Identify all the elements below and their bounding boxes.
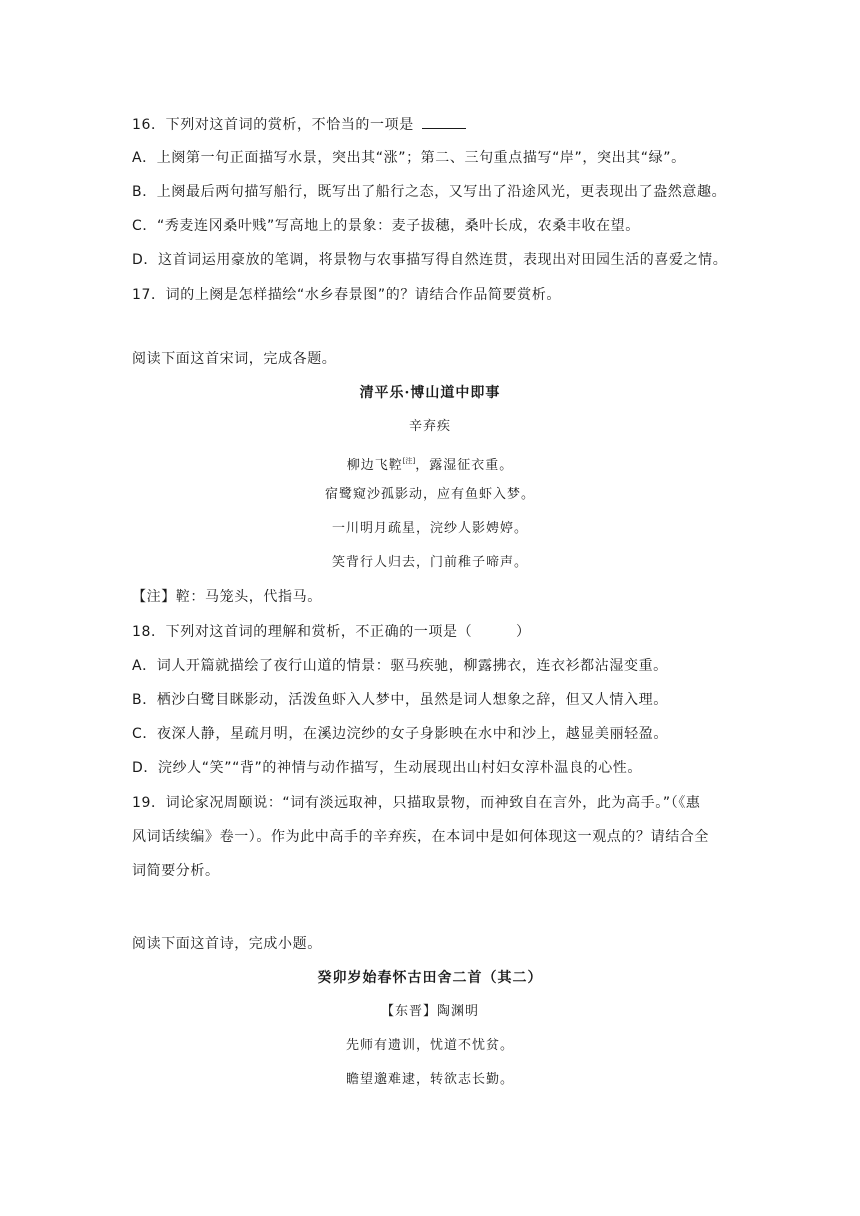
- section-3-intro: 阅读下面这首诗，完成小题。: [132, 936, 322, 952]
- question-19-line-1: 19．词论家况周颐说：“词有淡远取神，只描取景物，而神致自在言外，此为高手。”（《惠: [132, 795, 701, 811]
- poem-2-line-1: [132, 451, 728, 476]
- question-18-option-c: C．夜深人静，星疏月明，在溪边浣纱的女子身影映在水中和沙上，越显美丽轻盈。: [132, 726, 668, 742]
- poem-2-author: 辛弃疾: [408, 419, 451, 434]
- question-17-stem: 17．词的上阕是怎样描绘“水乡春景图”的？请结合作品简要赏析。: [132, 287, 561, 303]
- question-19-line-3: 词简要分析。: [132, 863, 220, 879]
- poem-2-line-1-start: 柳边飞鞚: [346, 458, 403, 473]
- question-18-option-d: D．浣纱人“笑”“背”的神情与动作描写，生动展现出山村妇女淳朴温良的心性。: [132, 760, 642, 776]
- question-16-option-a: A．上阕第一句正面描写水景，突出其“涨”；第二、三句重点描写“岸”，突出其“绿”。: [132, 150, 686, 166]
- poem-2-line-3: 一川明月疏星，浣纱人影娉婷。: [331, 521, 528, 536]
- poem-2-note: 【注】鞚：马笼头，代指马。: [132, 589, 322, 605]
- question-18-stem: 18．下列对这首词的理解和赏析，不正确的一项是（ ）: [132, 624, 531, 640]
- section-2-intro: 阅读下面这首宋词，完成各题。: [132, 351, 337, 367]
- question-18-option-b: B．栖沙白鹭目眯影动，活泼鱼虾入人梦中，虽然是词人想象之辞，但又人情入理。: [132, 692, 668, 708]
- question-16-option-d: D．这首词运用豪放的笔调，将景物与农事描写得自然连贯，表现出对田园生活的喜爱之情。: [132, 252, 728, 268]
- poem-3-line-1: 先师有遗训，忧道不忧贫。: [345, 1038, 514, 1053]
- answer-blank: [422, 114, 466, 129]
- poem-2-line-1-end: ，露湿征衣重。: [415, 458, 514, 473]
- question-19-line-2: 风词话续编》卷一）。作为此中高手的辛弃疾，在本词中是如何体现这一观点的？请结合全: [132, 829, 709, 845]
- question-16-option-b: B．上阕最后两句描写船行，既写出了船行之态，又写出了沿途风光，更表现出了盎然意趣。: [132, 184, 727, 200]
- poem-2-title: 清平乐·博山道中即事: [359, 385, 501, 401]
- question-18-option-a: A．词人开篇就描绘了夜行山道的情景：驱马疾驰，柳露拂衣，连衣衫都沾湿变重。: [132, 658, 668, 674]
- question-16-text: 16．下列对这首词的赏析，不恰当的一项是: [132, 117, 414, 133]
- poem-3-title: 癸卯岁始春怀古田舍二首（其二）: [317, 970, 543, 986]
- poem-3-author: 【东晋】陶渊明: [380, 1004, 479, 1019]
- footnote-marker: [注]: [402, 457, 416, 465]
- poem-2-line-2: 宿鹭窥沙孤影动，应有鱼虾入梦。: [324, 487, 535, 502]
- poem-3-line-2: 瞻望邈难逮，转欲志长勤。: [345, 1072, 514, 1087]
- question-16-option-c: C．“秀麦连冈桑叶贱”写高地上的景象：麦子拔穗，桑叶长成，农桑丰收在望。: [132, 218, 640, 234]
- question-16-stem: [132, 114, 466, 135]
- poem-2-line-4: 笑背行人归去，门前稚子啼声。: [331, 555, 528, 570]
